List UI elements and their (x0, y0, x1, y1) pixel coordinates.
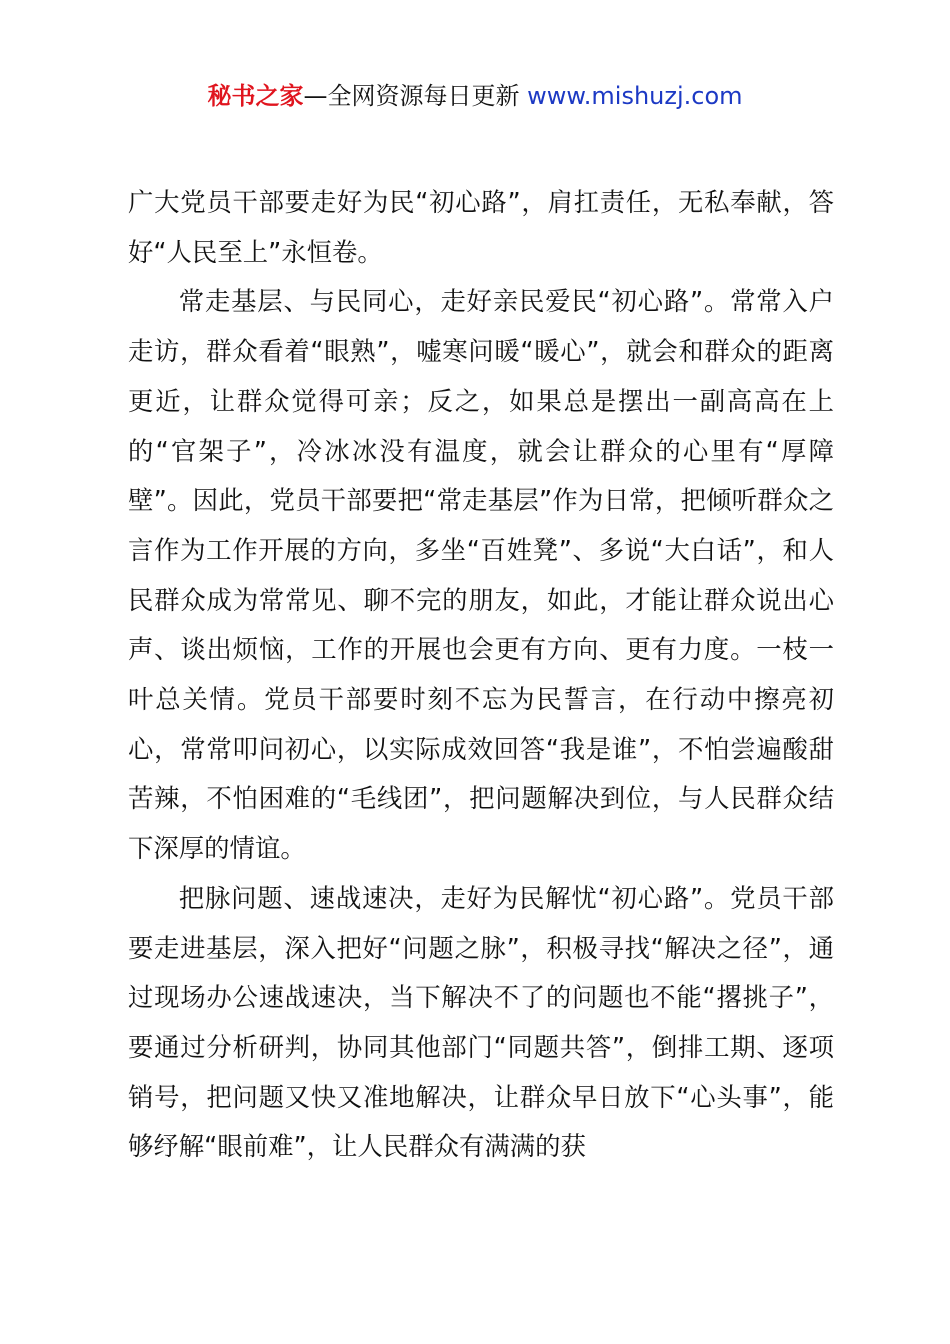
paragraph-grassroots: 常走基层、与民同心，走好亲民爱民“初心路”。常常入户走访，群众看着“眼熟”，嘘寒问暖“暖心”，就会和群众的距离更近，让群众觉得可亲；反之，如果总是摆出一副高高在上的“官架子”，冷冰冰没有温度，就会让群众的心里有“厚障壁”。因此，党员干部要把“常走基层”作为日常，把倾听群众之言作为工作开展的方向，多坐“百姓凳”、多说“大白话”，和人民群众成为常常见、聊不完的朋友，如此，才能让群众说出心声、谈出烦恼，工作的开展也会更有方向、更有力度。一枝一叶总关情。党员干部要时刻不忘为民誓言，在行动中擦亮初心，常常叩问初心，以实际成效回答“我是谁”，不怕尝遍酸甜苦辣，不怕困难的“毛线团”，把问题解决到位，与人民群众结下深厚的情谊。 (128, 286, 834, 864)
site-tagline: —全网资源每日更新 (303, 82, 520, 110)
site-url-link[interactable]: www.mishuzj.com (527, 82, 743, 110)
paragraph-continuation: 广大党员干部要走好为民“初心路”，肩扛责任，无私奉献，答好“人民至上”永恒卷。 (128, 187, 834, 267)
paragraph-problem-solving: 把脉问题、速战速决，走好为民解忧“初心路”。党员干部要走进基层，深入把好“问题之脉”，积极寻找“解决之径”，通过现场办公速战速决，当下解决不了的问题也不能“撂挑子”，要通过分析研判，协同其他部门“同题共答”，倒排工期、逐项销号，把问题又快又准地解决，让群众早日放下“心头事”，能够纾解“眼前难”，让人民群众有满满的获 (128, 882, 834, 1162)
site-brand: 秘书之家 (207, 82, 304, 110)
document-body (128, 178, 834, 1172)
site-header (0, 80, 950, 112)
